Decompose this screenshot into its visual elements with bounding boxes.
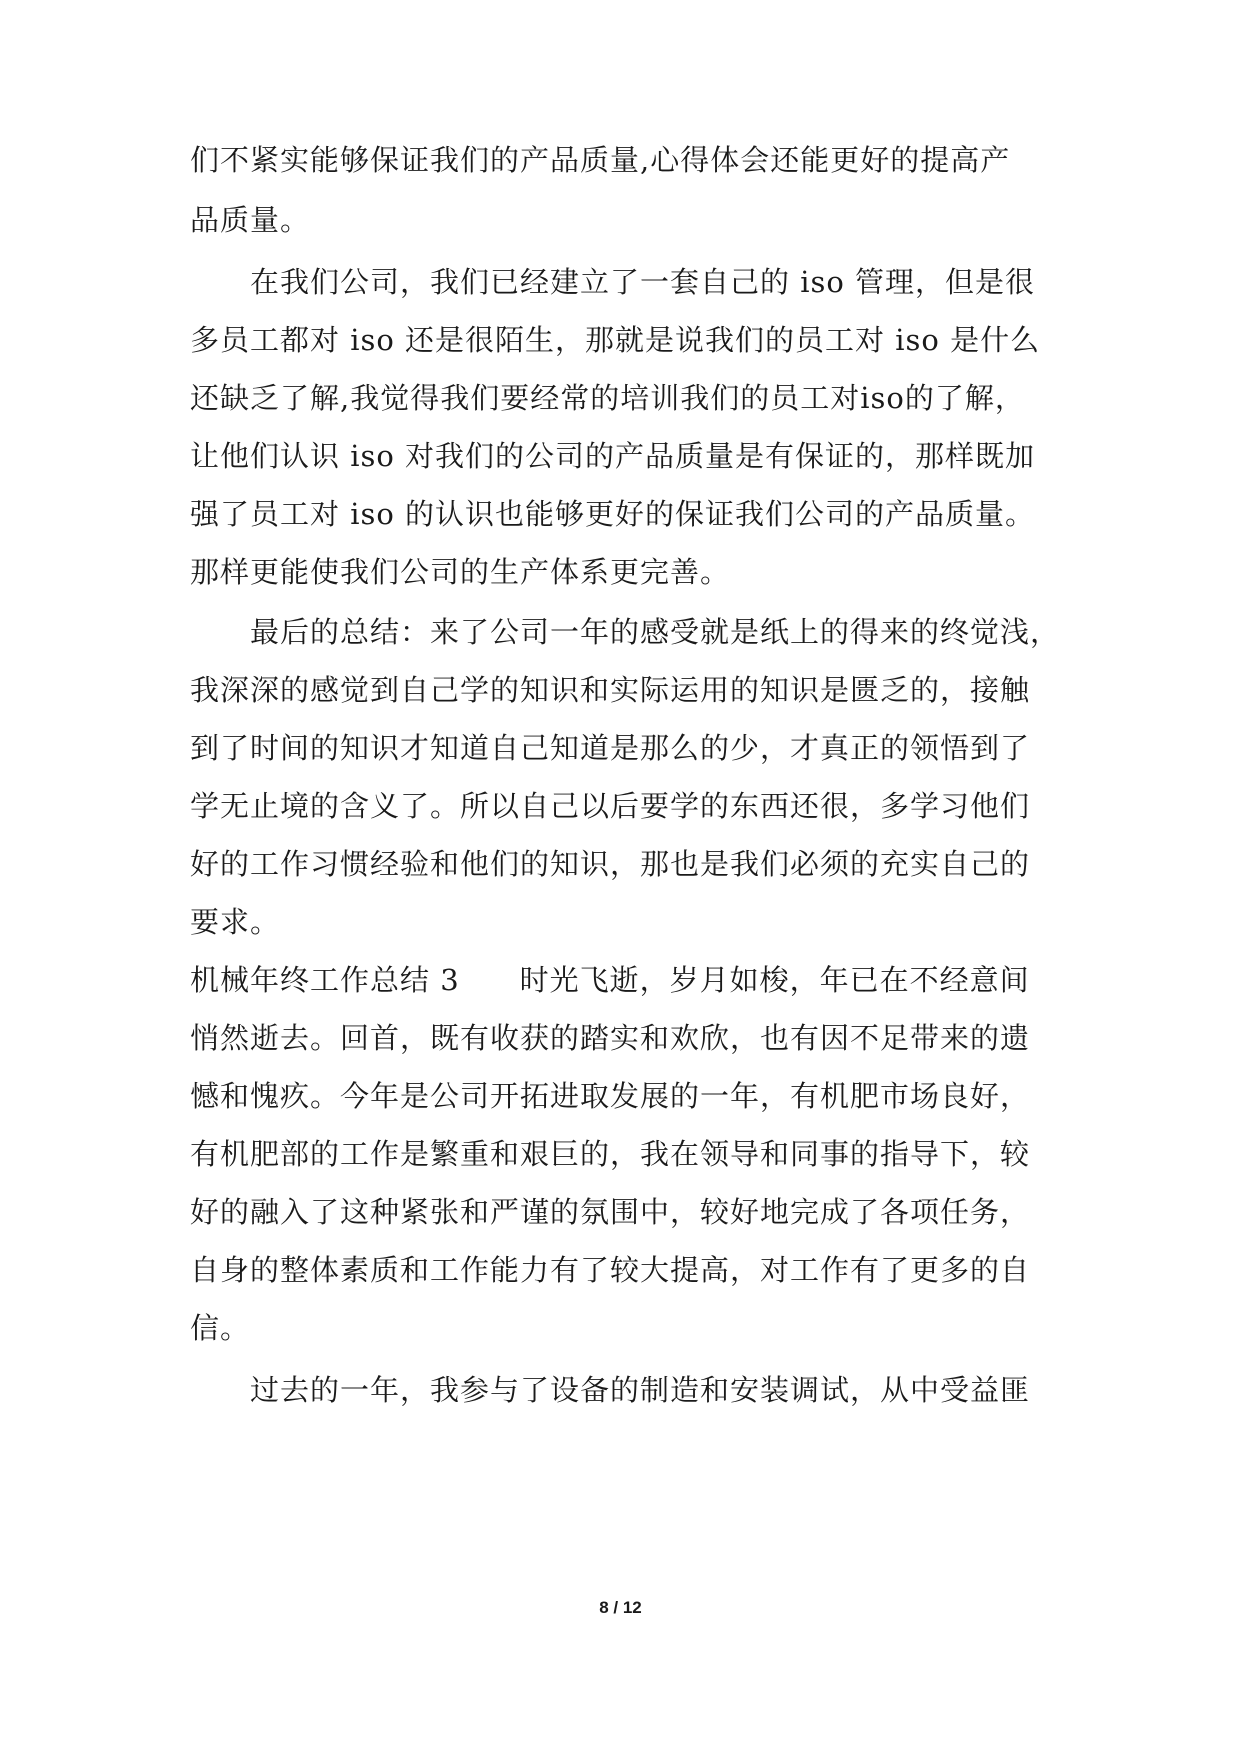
paragraph-line: 品质量。 xyxy=(190,203,311,237)
paragraph-line: 信。 xyxy=(190,1311,251,1345)
paragraph-line: 憾和愧疚。今年是公司开拓进取发展的一年，有机肥市场良好， xyxy=(190,1079,1031,1113)
paragraph-line: 最后的总结：来了公司一年的感受就是纸上的得来的终觉浅， xyxy=(250,615,1061,649)
paragraph-line: 让他们认识 iso 对我们的公司的产品质量是有保证的，那样既加 xyxy=(190,439,1036,473)
paragraph-line: 还缺乏了解,我觉得我们要经常的培训我们的员工对iso的了解， xyxy=(190,381,1025,415)
paragraph-line: 那样更能使我们公司的生产体系更完善。 xyxy=(190,555,731,589)
paragraph-line: 好的工作习惯经验和他们的知识，那也是我们必须的充实自己的 xyxy=(190,847,1031,881)
paragraph-line: 强了员工对 iso 的认识也能够更好的保证我们公司的产品质量。 xyxy=(190,497,1036,531)
paragraph-line: 自身的整体素质和工作能力有了较大提高，对工作有了更多的自 xyxy=(190,1253,1031,1287)
paragraph-line: 们不紧实能够保证我们的产品质量,心得体会还能更好的提高产 xyxy=(190,143,1011,177)
paragraph-line: 悄然逝去。回首，既有收获的踏实和欢欣，也有因不足带来的遗 xyxy=(190,1021,1031,1055)
section-heading: 机械年终工作总结 3 xyxy=(190,963,460,997)
paragraph-line: 我深深的感觉到自己学的知识和实际运用的知识是匮乏的，接触 xyxy=(190,673,1031,707)
paragraph-line: 好的融入了这种紧张和严谨的氛围中，较好地完成了各项任务， xyxy=(190,1195,1031,1229)
paragraph-line: 在我们公司，我们已经建立了一套自己的 iso 管理，但是很 xyxy=(250,265,1036,299)
paragraph-line: 到了时间的知识才知道自己知道是那么的少，才真正的领悟到了 xyxy=(190,731,1031,765)
paragraph-line: 要求。 xyxy=(190,905,281,939)
paragraph-line: 有机肥部的工作是繁重和艰巨的，我在领导和同事的指导下，较 xyxy=(190,1137,1031,1171)
paragraph-line: 多员工都对 iso 还是很陌生，那就是说我们的员工对 iso 是什么 xyxy=(190,323,1041,357)
paragraph-line: 学无止境的含义了。所以自己以后要学的东西还很，多学习他们 xyxy=(190,789,1031,823)
paragraph-line: 过去的一年，我参与了设备的制造和安装调试，从中受益匪 xyxy=(250,1373,1031,1407)
section-heading-line xyxy=(190,960,1030,1000)
paragraph-line: 时光飞逝，岁月如梭，年已在不经意间 xyxy=(519,963,1030,997)
page-number: 8 / 12 xyxy=(599,1598,642,1617)
